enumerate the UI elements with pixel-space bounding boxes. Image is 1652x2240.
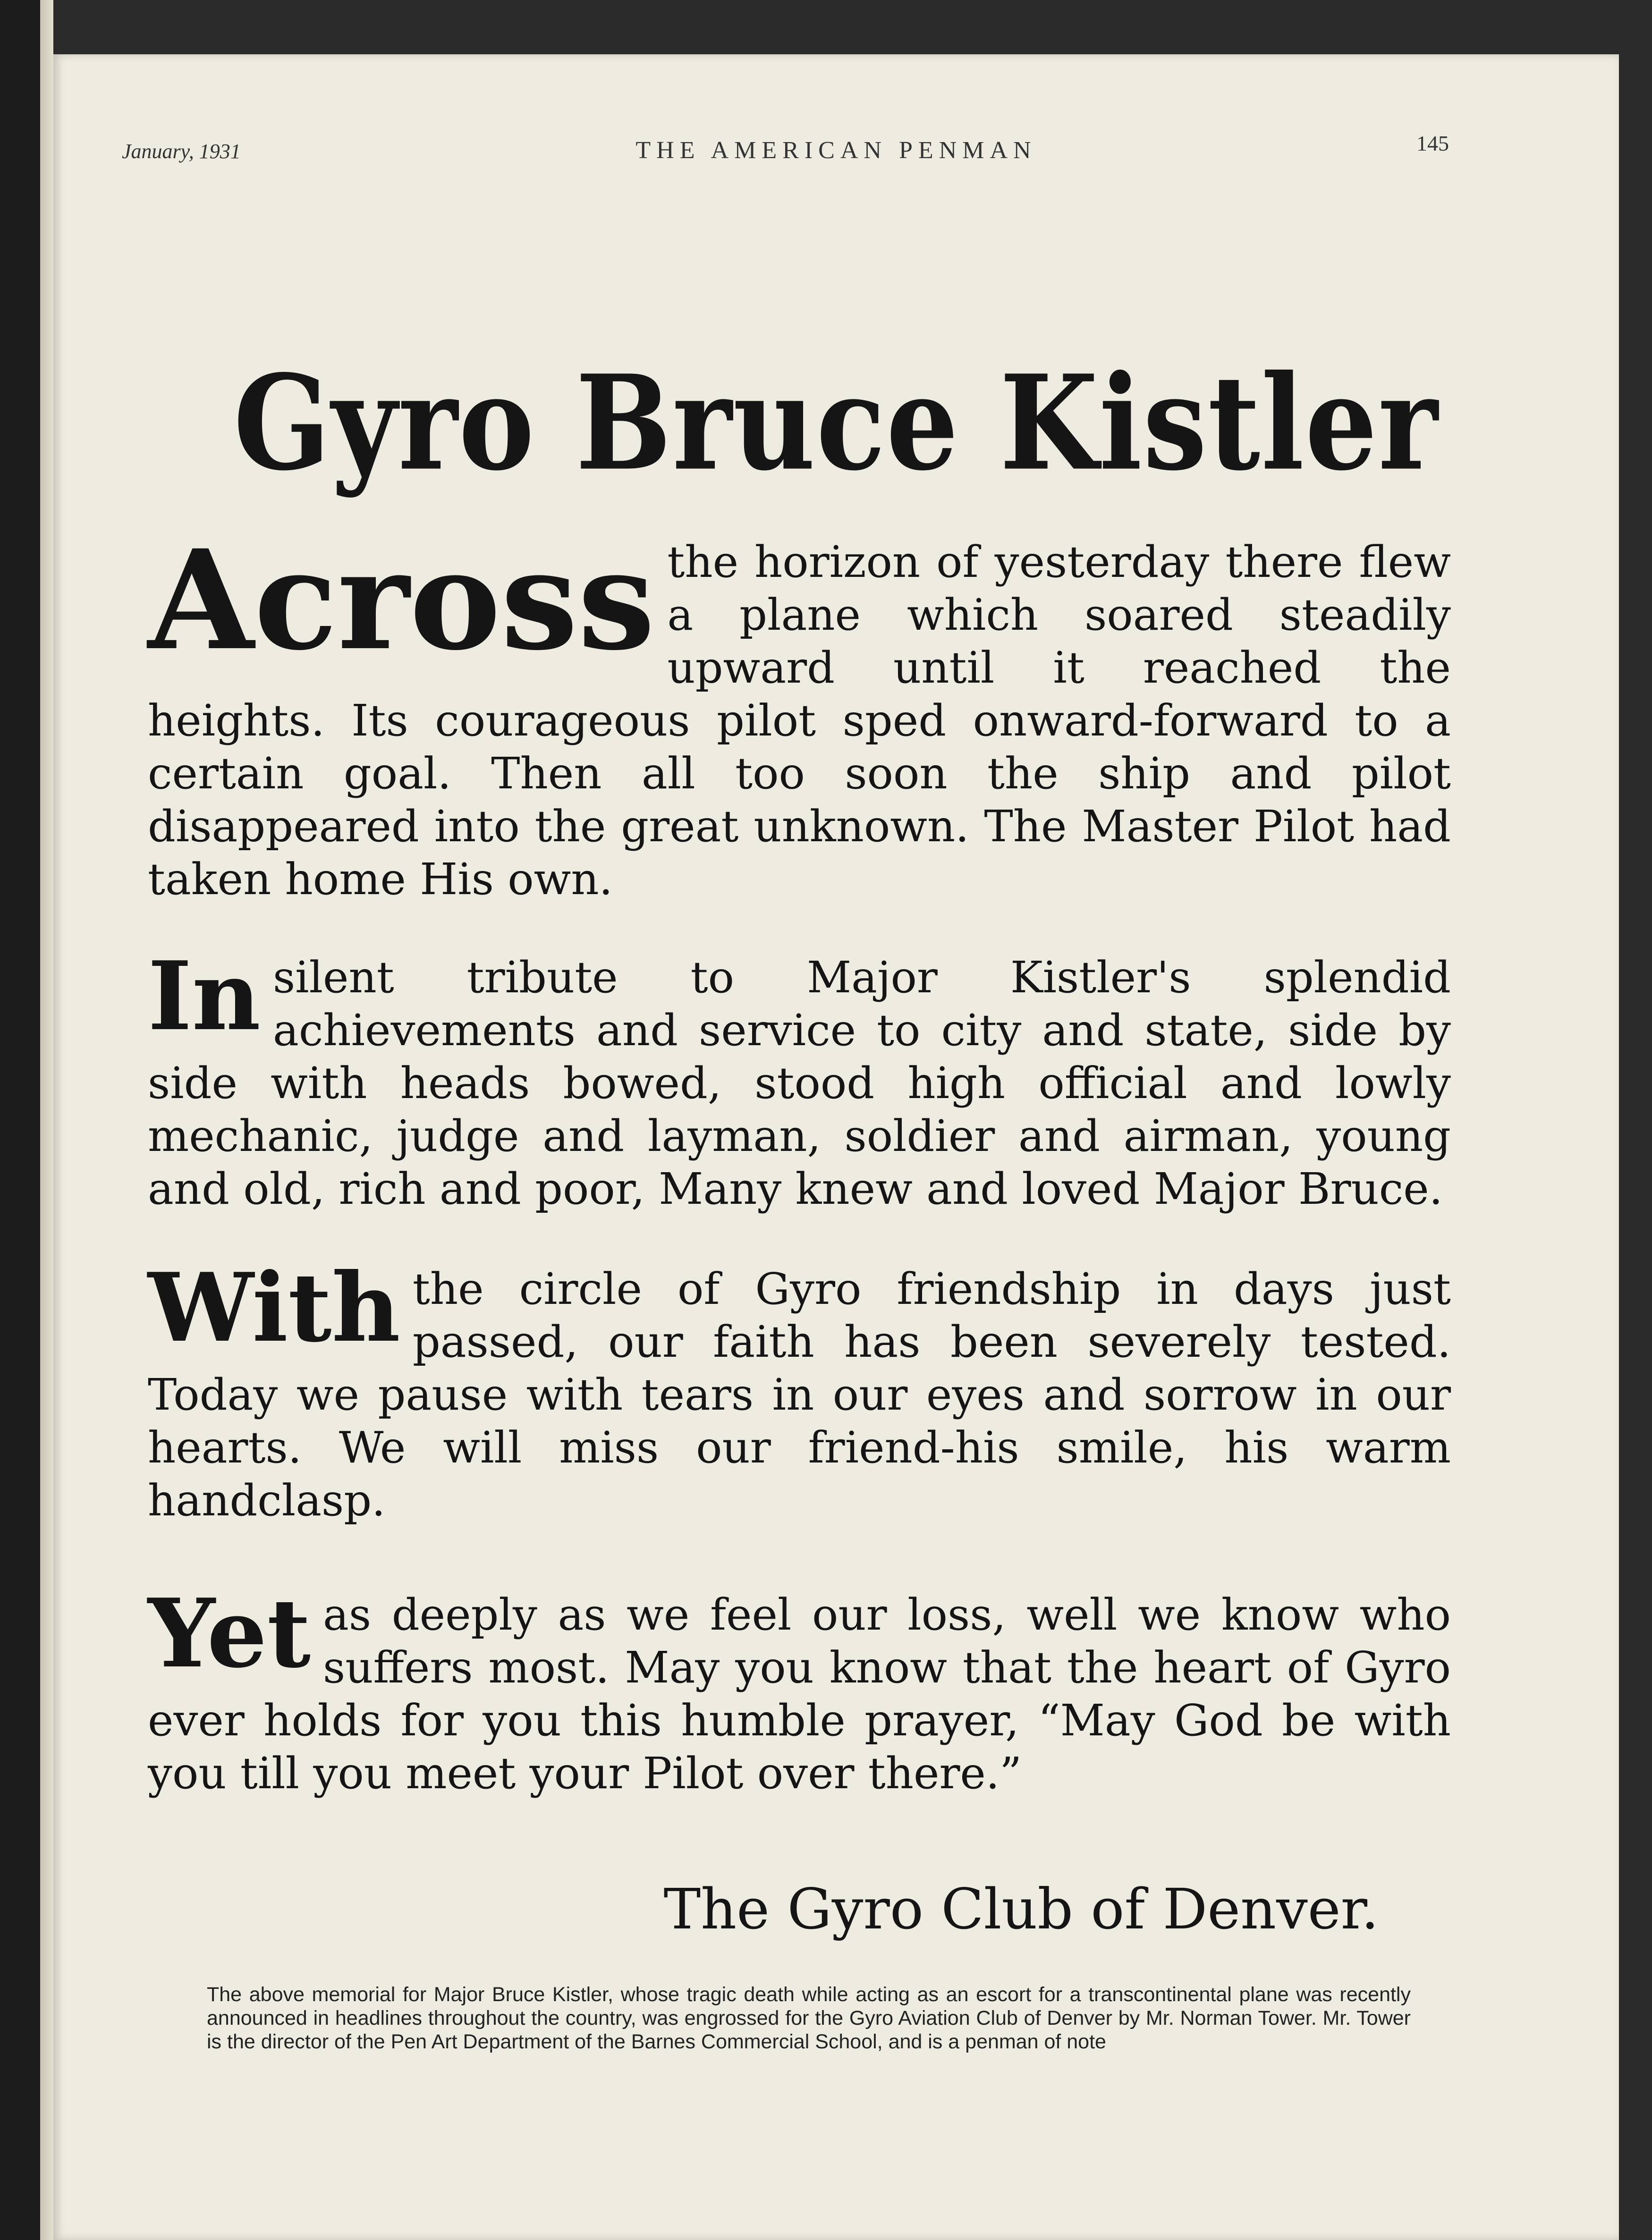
dropcap-across: Across	[148, 520, 655, 681]
paragraph-yet	[148, 1578, 1451, 1800]
dropcap-with: With	[148, 1252, 400, 1363]
paragraph-across	[148, 520, 1451, 906]
memorial-title: Gyro Bruce Kistler	[233, 346, 1439, 500]
signature: The Gyro Club of Denver.	[663, 1877, 1379, 1942]
page-binding	[40, 0, 53, 2240]
page-left-edge	[0, 0, 40, 2240]
footnote: The above memorial for Major Bruce Kistler, whose tragic death while acting as an escort for a transcontinental plane was recently announced in headlines throughout the country, was engrossed for the Gyro Aviation Club of Denver by Mr. Norman Tower. Mr. Tower is the director of the Pen Art Department of the Barnes Commercial School, and is a penman of note	[207, 1983, 1411, 2053]
paragraph-text: silent tribute to Major Kistler's splendid achievements and service to city and state, side by side with heads bowed, stood high official and lowly mechanic, judge and layman, soldier and airman, young and old, rich and poor, Many knew and loved Major Bruce.	[148, 952, 1451, 1214]
header-page-number: 145	[1416, 131, 1449, 155]
header-date: January, 1931	[122, 140, 241, 163]
paragraph-text: the horizon of yesterday there flew a plane which soared steadily upward until it reached the heights. Its courageous pilot sped onward-forward to a certain goal. Then all too soon the ship and pilot disappeared into the great unknown. The Master Pilot had taken home His own.	[148, 537, 1451, 904]
magazine-page	[53, 54, 1619, 2240]
dropcap-yet: Yet	[148, 1578, 311, 1689]
running-header	[53, 131, 1619, 172]
paragraph-text: as deeply as we feel our loss, well we know who suffers most. May you know that the heart of Gyro ever holds for you this humble prayer, “May God be with you till you meet your Pilot over there.”	[148, 1589, 1451, 1799]
dropcap-in: In	[148, 941, 261, 1052]
header-publication: THE AMERICAN PENMAN	[635, 137, 1037, 164]
paragraph-with	[148, 1252, 1451, 1527]
paragraph-text: the circle of Gyro friendship in days just passed, our faith has been severely tested. Today we pause with tears in our eyes and sorrow in our hearts. We will miss our friend-his smile, his warm handclasp.	[148, 1264, 1451, 1526]
paragraph-in	[148, 941, 1451, 1216]
